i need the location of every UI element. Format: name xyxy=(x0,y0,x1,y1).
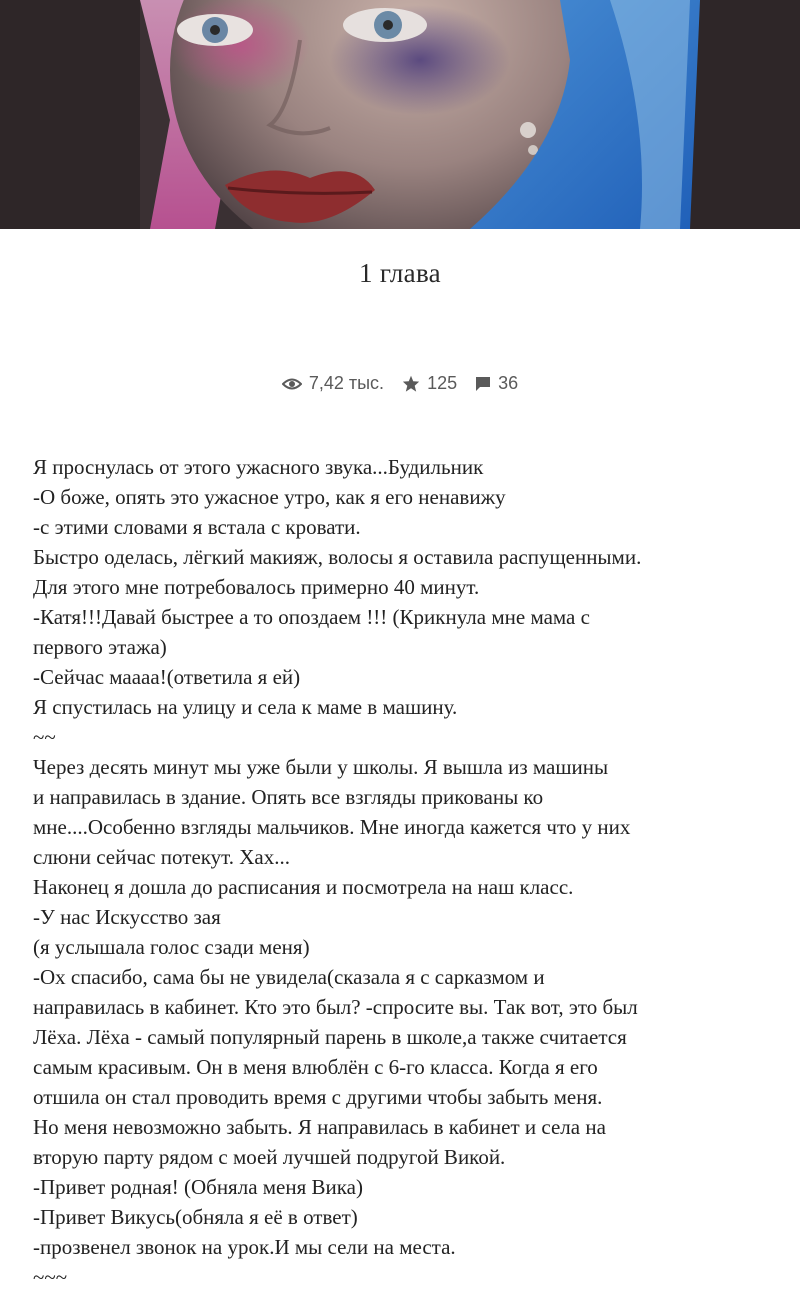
story-line: -Привет Викусь(обняла я её в ответ) xyxy=(33,1205,358,1229)
story-line: -Катя!!!Давай быстрее а то опоздаем !!! (Крикнула мне мама с xyxy=(33,605,590,629)
story-line: Я спустилась на улицу и села к маме в машину. xyxy=(33,695,458,719)
comment-icon xyxy=(475,376,491,392)
story-line: направилась в кабинет. Кто это был? -спросите вы. Так вот, это был xyxy=(33,995,638,1019)
story-line: Быстро оделась, лёгкий макияж, волосы я оставила распущенными. xyxy=(33,545,642,569)
story-line: мне....Особенно взгляды мальчиков. Мне иногда кажется что у них xyxy=(33,815,631,839)
story-line: -Ох спасибо, сама бы не увидела(сказала я с сарказмом и xyxy=(33,965,545,989)
story-text xyxy=(33,452,773,1292)
stars-stat xyxy=(402,373,457,394)
story-line: слюни сейчас потекут. Хах... xyxy=(33,845,291,869)
star-icon xyxy=(402,375,420,392)
story-line: -У нас Искусство зая xyxy=(33,905,221,929)
cover-illustration xyxy=(0,0,800,229)
views-count: 7,42 тыс. xyxy=(308,373,385,393)
chapter-title: 1 глава xyxy=(359,258,441,288)
story-line: Лёха. Лёха - самый популярный парень в школе,а также считается xyxy=(33,1025,627,1049)
story-line: -прозвенел звонок на урок.И мы сели на места. xyxy=(33,1235,456,1259)
story-line: ~~~ xyxy=(33,1265,68,1289)
stars-count: 125 xyxy=(427,373,458,393)
chapter-stats xyxy=(0,373,800,394)
story-line: первого этажа) xyxy=(33,635,167,659)
comments-stat xyxy=(475,373,518,394)
story-line: вторую парту рядом с моей лучшей подругой Викой. xyxy=(33,1145,506,1169)
comments-count: 36 xyxy=(498,373,519,393)
story-line: Но меня невозможно забыть. Я направилась в кабинет и села на xyxy=(33,1115,606,1139)
story-line: -О боже, опять это ужасное утро, как я его ненавижу xyxy=(33,485,506,509)
views-stat xyxy=(282,373,384,394)
story-line: Через десять минут мы уже были у школы. Я вышла из машины xyxy=(33,755,609,779)
cover-image xyxy=(0,0,800,229)
story-line: -Сейчас маааа!(ответила я ей) xyxy=(33,665,301,689)
story-line: Я проснулась от этого ужасного звука...Будильник xyxy=(33,455,484,479)
story-line: -с этими словами я встала с кровати. xyxy=(33,515,361,539)
story-line: Для этого мне потребовалось примерно 40 минут. xyxy=(33,575,480,599)
story-line: ~~ xyxy=(33,725,56,749)
story-line: -Привет родная! (Обняла меня Вика) xyxy=(33,1175,363,1199)
story-line: и направилась в здание. Опять все взгляды прикованы ко xyxy=(33,785,544,809)
story-line: самым красивым. Он в меня влюблён с 6-го класса. Когда я его xyxy=(33,1055,598,1079)
story-line: отшила он стал проводить время с другими чтобы забыть меня. xyxy=(33,1085,603,1109)
story-line: (я услышала голос сзади меня) xyxy=(33,935,310,959)
story-line: Наконец я дошла до расписания и посмотрела на наш класс. xyxy=(33,875,574,899)
eye-icon xyxy=(282,377,302,391)
